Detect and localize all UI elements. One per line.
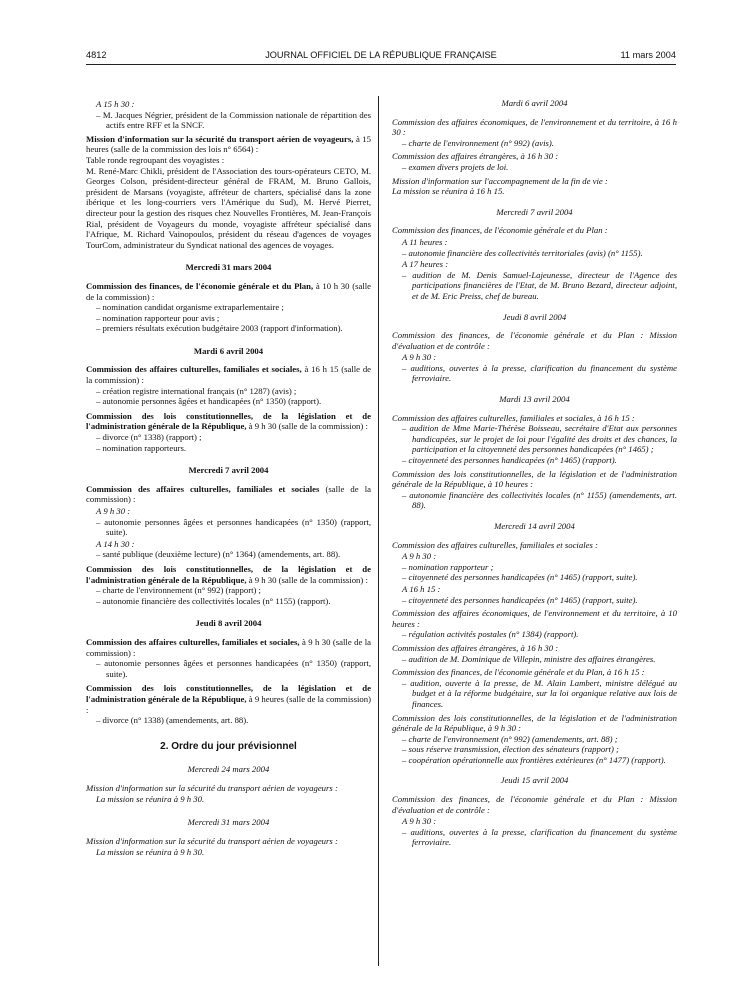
commission-tail: à 9 h 30 (salle de la commission) : <box>248 421 368 432</box>
mission-title: Mission d'information sur l'accompagnement de la fin de vie : <box>392 175 608 186</box>
date-heading: Jeudi 15 avril 2004 <box>500 775 569 786</box>
commission-entry <box>86 564 371 585</box>
date-heading: Mercredi 31 mars 2004 <box>185 262 272 273</box>
agenda-item: – autonomie personnes âgées et handicapées (n° 1350) (rapport). <box>86 396 371 407</box>
mission-title: Mission d'information sur la sécurité du transport aérien de voyageurs : <box>86 835 338 846</box>
date-heading: Mercredi 14 avril 2004 <box>494 521 575 531</box>
commission-title: Commission des lois constitutionnelles, de la législation et de l'administration générale de la République, <box>86 683 371 704</box>
commission-entry <box>86 364 371 385</box>
page-number: 4812 <box>86 50 107 60</box>
time-label: A 14 h 30 : <box>96 538 135 549</box>
commission-title: Commission des affaires étrangères, à 16 h 30 : <box>392 642 559 653</box>
agenda-item: – santé publique (deuxième lecture) (n° 1364) (amendements, art. 88). <box>86 549 371 560</box>
commission-title: Commission des finances, de l'économie générale et du Plan : Mission d'évaluation et de contrôle : <box>392 794 677 815</box>
agenda-item: – divorce (n° 1338) (amendements, art. 88). <box>86 715 371 726</box>
left-column <box>86 98 371 858</box>
commission-title: Commission des finances, de l'économie générale et du Plan : <box>392 225 608 236</box>
agenda-item: – citoyenneté des personnes handicapées (n° 1465) (rapport, suite). <box>392 595 677 606</box>
agenda-item: – citoyenneté des personnes handicapées (n° 1465) (rapport). <box>392 455 677 466</box>
agenda-item: – autonomie personnes âgées et personnes handicapées (n° 1350) (rapport, suite). <box>86 517 371 538</box>
table-ronde-label: Table ronde regroupant des voyagistes : <box>86 154 225 165</box>
journal-title: JOURNAL OFFICIEL DE LA RÉPUBLIQUE FRANÇAISE <box>265 50 497 60</box>
commission-title: Commission des lois constitutionnelles, de la législation et de l'administration générale de la République, à 10 heures : <box>392 468 677 490</box>
mission-note: La mission se réunira à 9 h 30. <box>96 847 205 858</box>
agenda-item: – premiers résultats exécution budgétaire 2003 (rapport d'information). <box>86 323 371 334</box>
agenda-item: – audition de Mme Marie-Thérèse Boisseau, secrétaire d'Etat aux personnes handicapées, sur le projet de loi pour l'égalité des droits et des chances, la participation et la citoyenneté des personnes handicapées (n° 1465) ; <box>392 423 677 455</box>
date-heading: Jeudi 8 avril 2004 <box>502 311 567 322</box>
commission-title: Commission des affaires culturelles, familiales et sociales <box>86 483 320 494</box>
mission-title: Mission d'information sur la sécurité du transport aérien de voyageurs : <box>86 782 338 793</box>
date-heading: Mercredi 24 mars 2004 <box>187 764 270 775</box>
time-label: A 17 heures : <box>402 259 449 270</box>
time-label: A 9 h 30 : <box>96 506 131 516</box>
commission-title: Commission des affaires culturelles, familiales et sociales, <box>86 364 302 375</box>
commission-title: Commission des affaires économiques, de l'environnement et du territoire, à 16 h 30 : <box>392 116 677 138</box>
commission-title: Commission des finances, de l'économie générale et du Plan, <box>86 280 314 291</box>
page-header <box>86 50 676 65</box>
commission-title: Commission des affaires étrangères, à 16 h 30 : <box>392 151 559 162</box>
commission-title: Commission des lois constitutionnelles, de la législation et de l'administration générale de la République, à 9 h 30 : <box>392 712 677 734</box>
agenda-item: – auditions, ouvertes à la presse, clarification du financement du système ferroviaire. <box>392 363 677 384</box>
time-label: A 9 h 30 : <box>402 816 437 827</box>
mission-note: La mission se réunira à 9 h 30. <box>96 794 205 805</box>
commission-tail: (salle de la commission) : <box>86 483 371 505</box>
time-label: A 11 heures : <box>402 236 448 247</box>
time-label: A 16 h 15 : <box>402 583 441 594</box>
commission-entry <box>86 683 371 715</box>
commission-tail: à 9 h 30 (salle de la commission) : <box>248 574 368 585</box>
commission-title: Commission des finances, de l'économie générale et du Plan : Mission d'évaluation et de contrôle : <box>392 330 677 351</box>
agenda-item: – nomination rapporteurs. <box>86 443 371 454</box>
mission-note: La mission se réunira à 16 h 15. <box>392 186 505 197</box>
date-heading: Mardi 6 avril 2004 <box>501 98 568 108</box>
time-label: A 9 h 30 : <box>402 551 437 562</box>
agenda-item: – autonomie personnes âgées et personnes handicapées (n° 1350) (rapport, suite). <box>86 658 371 679</box>
agenda-item: – sous réserve transmission, élection des sénateurs (rapport) ; <box>392 744 677 755</box>
agenda-item: – régulation activités postales (n° 1384) (rapport). <box>392 629 677 640</box>
commission-title: Commission des affaires culturelles, familiales et sociales, à 16 h 15 : <box>392 412 635 423</box>
date-heading: Mercredi 7 avril 2004 <box>496 206 573 217</box>
agenda-item: – divorce (n° 1338) (rapport) ; <box>86 432 371 443</box>
column-divider <box>378 96 379 966</box>
commission-title: Commission des affaires culturelles, familiales et sociales, <box>86 636 300 647</box>
agenda-item: – citoyenneté des personnes handicapées (n° 1465) (rapport, suite). <box>392 572 677 583</box>
commission-tail: à 10 h 30 (salle de la commission) : <box>86 280 372 302</box>
commission-title: Commission des affaires économiques, de l'environnement et du territoire, à 10 heures : <box>392 608 677 629</box>
commission-tail: à 9 heures (salle de la commission) : <box>86 693 371 715</box>
date-heading: Mardi 13 avril 2004 <box>499 394 570 405</box>
agenda-item: – examen divers projets de loi. <box>392 162 677 173</box>
agenda-item: – audition, ouverte à la presse, de M. Alain Lambert, ministre délégué au budget et à la réforme budgétaire, sur la loi organique relative aux lois de finances. <box>392 678 677 710</box>
commission-title: Commission des affaires culturelles, familiales et sociales : <box>392 539 598 550</box>
agenda-item: – charte de l'environnement (n° 992) (avis). <box>392 138 677 149</box>
commission-title: Commission des finances, de l'économie générale et du Plan, à 16 h 15 : <box>392 667 645 678</box>
commission-tail: à 16 h 15 (salle de la commission) : <box>86 364 372 386</box>
commission-entry <box>86 637 371 658</box>
agenda-item: – autonomie financière des collectivités locales (n° 1155) (amendements, art. 88). <box>392 490 677 511</box>
section-heading: 2. Ordre du jour prévisionnel <box>160 740 297 752</box>
date-heading: Mercredi 31 mars 2004 <box>187 817 270 828</box>
commission-entry <box>86 134 371 155</box>
agenda-item: – création registre international français (n° 1287) (avis) ; <box>86 386 371 397</box>
agenda-item: – coopération opérationnelle aux frontières extérieures (n° 1477) (rapport). <box>392 755 677 766</box>
date-heading: Mercredi 7 avril 2004 <box>188 465 269 476</box>
agenda-item: – audition de M. Dominique de Villepin, ministre des affaires étrangères. <box>392 654 677 665</box>
commission-title: Commission des lois constitutionnelles, de la législation et de l'administration générale de la République, <box>86 563 371 585</box>
right-column <box>392 98 677 848</box>
time-label: A 15 h 30 : <box>96 99 135 109</box>
date-heading: Mardi 6 avril 2004 <box>193 345 264 356</box>
agenda-item: – autonomie financière des collectivités territoriales (avis) (n° 1155). <box>392 248 677 259</box>
commission-title: Commission des lois constitutionnelles, de la législation et de l'administration générale de la République, <box>86 410 371 432</box>
commission-tail: à 15 heures (salle de la commission des lois n° 6564) : <box>86 133 371 155</box>
commission-entry <box>86 484 371 505</box>
time-label: A 9 h 30 : <box>402 352 437 363</box>
agenda-item: – autonomie financière des collectivités locales (n° 1155) (rapport). <box>86 596 371 607</box>
issue-date: 11 mars 2004 <box>620 50 676 60</box>
commission-tail: à 9 h 30 (salle de la commission) : <box>86 636 372 658</box>
agenda-item: – charte de l'environnement (n° 992) (amendements, art. 88) ; <box>392 734 677 745</box>
agenda-item: – audition de M. Denis Samuel-Lajeunesse, directeur de l'Agence des participations financières de l'Etat, de M. Bruno Bezard, directeur adjoint, et de M. Eric Preiss, chef de bureau. <box>392 270 677 302</box>
agenda-item: – nomination rapporteur pour avis ; <box>86 313 371 324</box>
commission-entry <box>86 281 371 302</box>
agenda-item: – nomination candidat organisme extraparlementaire ; <box>86 302 371 313</box>
agenda-item: – nomination rapporteur ; <box>392 562 677 573</box>
agenda-item: – M. Jacques Négrier, président de la Commission nationale de répartition des actifs entre RFF et la SNCF. <box>86 110 371 131</box>
date-heading: Jeudi 8 avril 2004 <box>195 618 262 629</box>
agenda-item: – auditions, ouvertes à la presse, clarification du financement du système ferroviaire. <box>392 827 677 848</box>
agenda-item: – charte de l'environnement (n° 992) (rapport) ; <box>86 585 371 596</box>
mission-title: Mission d'information sur la sécurité du transport aérien de voyageurs, <box>86 133 354 144</box>
commission-entry <box>86 411 371 432</box>
table-ronde-participants: M. René-Marc Chikli, président de l'Association des tours-opérateurs CETO, M. Georges Colson, président-directeur général de FRAM, M. Bruno Gallois, président de Marsans (voyagiste, affréteur de charters, spécialisé dans la zone ibérique et les long-courriers vers l'Amérique du Sud), M. Hervé Pierret, directeur pour la gestion des risques chez Nouvelles Frontières, M. Jean-François Rial, président de Voyageurs du monde, voyagiste affréteur spécialisé dans l'Afrique, M. Richard Vainopoulos, président du réseau d'agences de voyages TourCom, administrateur du Syndicat national des agences de voyages. <box>86 165 371 250</box>
